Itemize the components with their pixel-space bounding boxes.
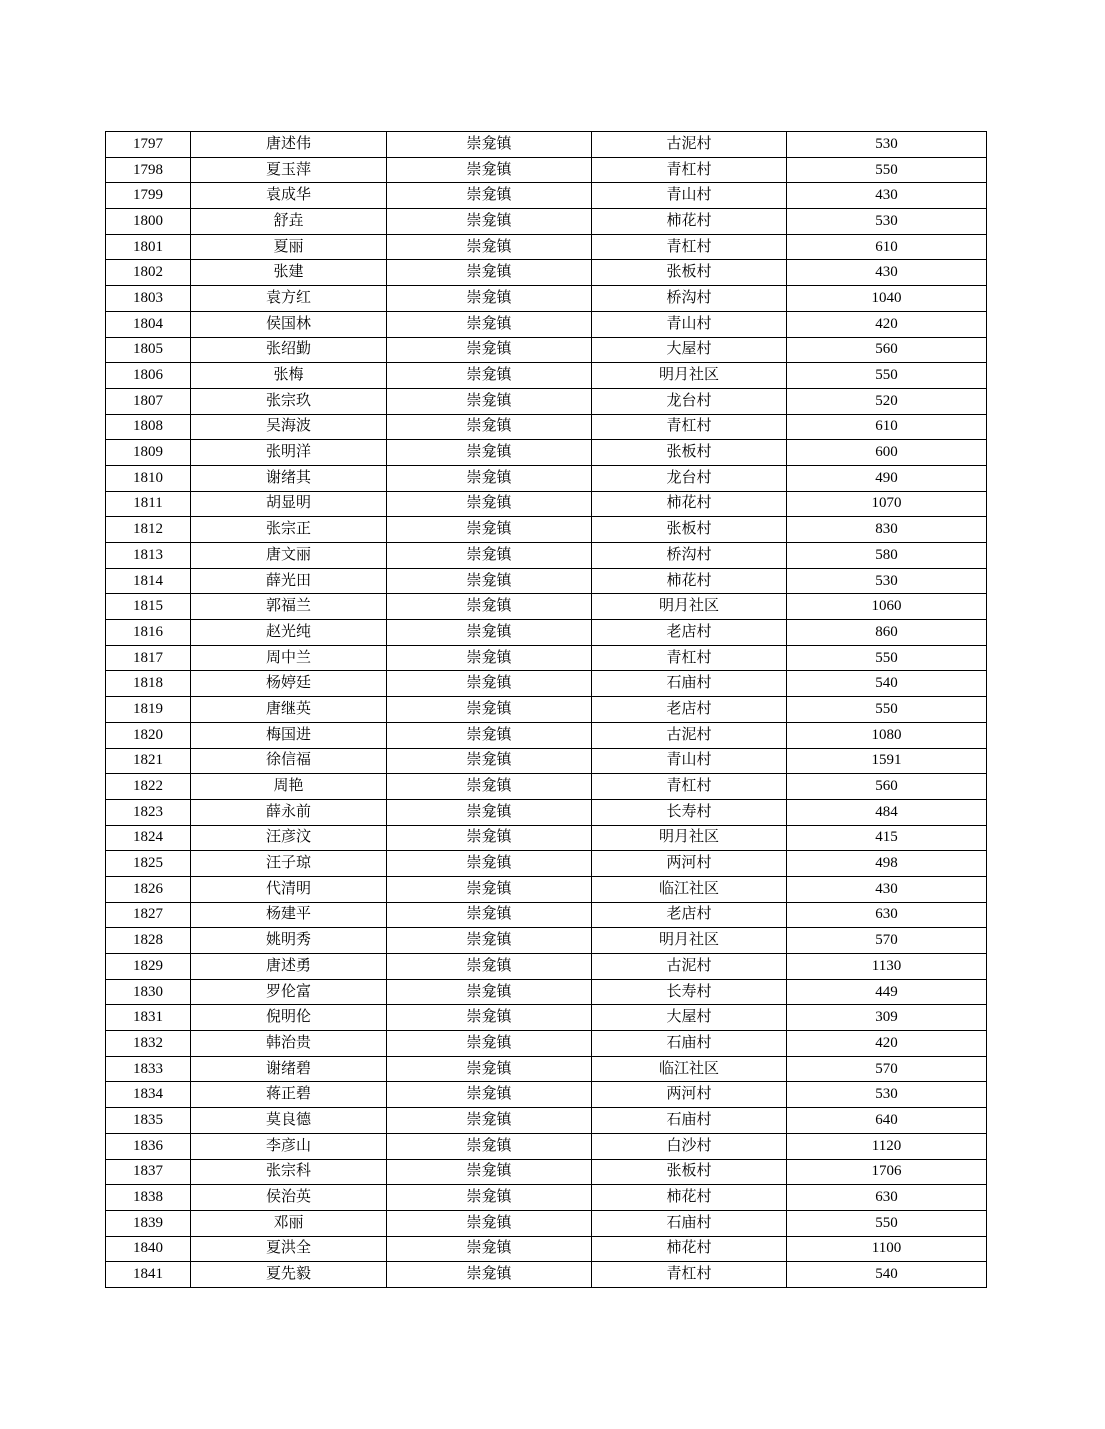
name-cell: 罗伦富 bbox=[191, 979, 387, 1005]
village-cell: 青山村 bbox=[592, 183, 787, 209]
town-cell: 崇龛镇 bbox=[387, 568, 592, 594]
town-cell: 崇龛镇 bbox=[387, 183, 592, 209]
amount-cell: 484 bbox=[787, 799, 987, 825]
village-cell: 白沙村 bbox=[592, 1133, 787, 1159]
town-cell: 崇龛镇 bbox=[387, 1159, 592, 1185]
id-cell: 1801 bbox=[106, 234, 191, 260]
id-cell: 1835 bbox=[106, 1108, 191, 1134]
town-cell: 崇龛镇 bbox=[387, 465, 592, 491]
amount-cell: 498 bbox=[787, 851, 987, 877]
recipient-table-body bbox=[106, 132, 987, 1288]
table-row bbox=[106, 363, 987, 389]
town-cell: 崇龛镇 bbox=[387, 491, 592, 517]
id-cell: 1836 bbox=[106, 1133, 191, 1159]
id-cell: 1813 bbox=[106, 543, 191, 569]
id-cell: 1807 bbox=[106, 388, 191, 414]
village-cell: 老店村 bbox=[592, 620, 787, 646]
village-cell: 龙台村 bbox=[592, 388, 787, 414]
id-cell: 1798 bbox=[106, 157, 191, 183]
table-row bbox=[106, 594, 987, 620]
amount-cell: 630 bbox=[787, 902, 987, 928]
village-cell: 古泥村 bbox=[592, 132, 787, 158]
village-cell: 大屋村 bbox=[592, 1005, 787, 1031]
town-cell: 崇龛镇 bbox=[387, 1262, 592, 1288]
name-cell: 唐继英 bbox=[191, 697, 387, 723]
village-cell: 两河村 bbox=[592, 851, 787, 877]
town-cell: 崇龛镇 bbox=[387, 260, 592, 286]
table-row bbox=[106, 748, 987, 774]
village-cell: 古泥村 bbox=[592, 722, 787, 748]
town-cell: 崇龛镇 bbox=[387, 388, 592, 414]
amount-cell: 1100 bbox=[787, 1236, 987, 1262]
amount-cell: 520 bbox=[787, 388, 987, 414]
table-row bbox=[106, 388, 987, 414]
village-cell: 张板村 bbox=[592, 260, 787, 286]
village-cell: 张板村 bbox=[592, 517, 787, 543]
village-cell: 龙台村 bbox=[592, 465, 787, 491]
name-cell: 蒋正碧 bbox=[191, 1082, 387, 1108]
town-cell: 崇龛镇 bbox=[387, 234, 592, 260]
id-cell: 1828 bbox=[106, 928, 191, 954]
name-cell: 赵光纯 bbox=[191, 620, 387, 646]
name-cell: 唐述勇 bbox=[191, 954, 387, 980]
town-cell: 崇龛镇 bbox=[387, 594, 592, 620]
town-cell: 崇龛镇 bbox=[387, 1082, 592, 1108]
name-cell: 唐述伟 bbox=[191, 132, 387, 158]
town-cell: 崇龛镇 bbox=[387, 414, 592, 440]
town-cell: 崇龛镇 bbox=[387, 157, 592, 183]
id-cell: 1838 bbox=[106, 1185, 191, 1211]
village-cell: 青山村 bbox=[592, 311, 787, 337]
table-row bbox=[106, 722, 987, 748]
amount-cell: 1040 bbox=[787, 286, 987, 312]
table-row bbox=[106, 543, 987, 569]
town-cell: 崇龛镇 bbox=[387, 337, 592, 363]
id-cell: 1832 bbox=[106, 1031, 191, 1057]
amount-cell: 530 bbox=[787, 209, 987, 235]
village-cell: 柿花村 bbox=[592, 1185, 787, 1211]
village-cell: 张板村 bbox=[592, 1159, 787, 1185]
town-cell: 崇龛镇 bbox=[387, 697, 592, 723]
name-cell: 杨婷廷 bbox=[191, 671, 387, 697]
name-cell: 梅国进 bbox=[191, 722, 387, 748]
id-cell: 1817 bbox=[106, 645, 191, 671]
id-cell: 1811 bbox=[106, 491, 191, 517]
name-cell: 代清明 bbox=[191, 876, 387, 902]
name-cell: 韩治贵 bbox=[191, 1031, 387, 1057]
village-cell: 青杠村 bbox=[592, 1262, 787, 1288]
town-cell: 崇龛镇 bbox=[387, 1005, 592, 1031]
id-cell: 1831 bbox=[106, 1005, 191, 1031]
town-cell: 崇龛镇 bbox=[387, 825, 592, 851]
village-cell: 桥沟村 bbox=[592, 543, 787, 569]
table-row bbox=[106, 825, 987, 851]
town-cell: 崇龛镇 bbox=[387, 1056, 592, 1082]
table-row bbox=[106, 697, 987, 723]
table-row bbox=[106, 568, 987, 594]
amount-cell: 540 bbox=[787, 1262, 987, 1288]
id-cell: 1830 bbox=[106, 979, 191, 1005]
town-cell: 崇龛镇 bbox=[387, 440, 592, 466]
village-cell: 青杠村 bbox=[592, 157, 787, 183]
amount-cell: 309 bbox=[787, 1005, 987, 1031]
name-cell: 张宗玖 bbox=[191, 388, 387, 414]
id-cell: 1837 bbox=[106, 1159, 191, 1185]
amount-cell: 640 bbox=[787, 1108, 987, 1134]
name-cell: 舒垚 bbox=[191, 209, 387, 235]
id-cell: 1821 bbox=[106, 748, 191, 774]
table-row bbox=[106, 620, 987, 646]
id-cell: 1810 bbox=[106, 465, 191, 491]
name-cell: 谢绪其 bbox=[191, 465, 387, 491]
table-row bbox=[106, 671, 987, 697]
village-cell: 临江社区 bbox=[592, 1056, 787, 1082]
village-cell: 张板村 bbox=[592, 440, 787, 466]
amount-cell: 1706 bbox=[787, 1159, 987, 1185]
amount-cell: 1120 bbox=[787, 1133, 987, 1159]
name-cell: 袁成华 bbox=[191, 183, 387, 209]
town-cell: 崇龛镇 bbox=[387, 774, 592, 800]
amount-cell: 600 bbox=[787, 440, 987, 466]
table-row bbox=[106, 1133, 987, 1159]
town-cell: 崇龛镇 bbox=[387, 954, 592, 980]
amount-cell: 430 bbox=[787, 183, 987, 209]
name-cell: 谢绪碧 bbox=[191, 1056, 387, 1082]
id-cell: 1834 bbox=[106, 1082, 191, 1108]
amount-cell: 430 bbox=[787, 260, 987, 286]
table-row bbox=[106, 799, 987, 825]
amount-cell: 860 bbox=[787, 620, 987, 646]
id-cell: 1814 bbox=[106, 568, 191, 594]
name-cell: 张宗正 bbox=[191, 517, 387, 543]
name-cell: 胡显明 bbox=[191, 491, 387, 517]
name-cell: 侯治英 bbox=[191, 1185, 387, 1211]
table-row bbox=[106, 902, 987, 928]
amount-cell: 530 bbox=[787, 568, 987, 594]
id-cell: 1839 bbox=[106, 1210, 191, 1236]
village-cell: 柿花村 bbox=[592, 1236, 787, 1262]
town-cell: 崇龛镇 bbox=[387, 1210, 592, 1236]
name-cell: 夏玉萍 bbox=[191, 157, 387, 183]
amount-cell: 1130 bbox=[787, 954, 987, 980]
town-cell: 崇龛镇 bbox=[387, 799, 592, 825]
town-cell: 崇龛镇 bbox=[387, 1031, 592, 1057]
village-cell: 青杠村 bbox=[592, 645, 787, 671]
table-row bbox=[106, 1185, 987, 1211]
id-cell: 1825 bbox=[106, 851, 191, 877]
amount-cell: 550 bbox=[787, 697, 987, 723]
amount-cell: 560 bbox=[787, 774, 987, 800]
village-cell: 明月社区 bbox=[592, 825, 787, 851]
recipient-table bbox=[105, 131, 987, 1288]
amount-cell: 1080 bbox=[787, 722, 987, 748]
amount-cell: 550 bbox=[787, 1210, 987, 1236]
name-cell: 李彦山 bbox=[191, 1133, 387, 1159]
village-cell: 石庙村 bbox=[592, 1210, 787, 1236]
id-cell: 1823 bbox=[106, 799, 191, 825]
village-cell: 青杠村 bbox=[592, 414, 787, 440]
id-cell: 1829 bbox=[106, 954, 191, 980]
village-cell: 柿花村 bbox=[592, 568, 787, 594]
amount-cell: 1060 bbox=[787, 594, 987, 620]
table-row bbox=[106, 517, 987, 543]
village-cell: 青杠村 bbox=[592, 774, 787, 800]
name-cell: 张建 bbox=[191, 260, 387, 286]
table-row bbox=[106, 1056, 987, 1082]
table-row bbox=[106, 337, 987, 363]
table-row bbox=[106, 1082, 987, 1108]
village-cell: 柿花村 bbox=[592, 209, 787, 235]
id-cell: 1812 bbox=[106, 517, 191, 543]
id-cell: 1820 bbox=[106, 722, 191, 748]
name-cell: 薛永前 bbox=[191, 799, 387, 825]
town-cell: 崇龛镇 bbox=[387, 286, 592, 312]
id-cell: 1818 bbox=[106, 671, 191, 697]
amount-cell: 449 bbox=[787, 979, 987, 1005]
id-cell: 1804 bbox=[106, 311, 191, 337]
town-cell: 崇龛镇 bbox=[387, 928, 592, 954]
village-cell: 石庙村 bbox=[592, 1108, 787, 1134]
id-cell: 1822 bbox=[106, 774, 191, 800]
name-cell: 徐信福 bbox=[191, 748, 387, 774]
amount-cell: 550 bbox=[787, 363, 987, 389]
name-cell: 姚明秀 bbox=[191, 928, 387, 954]
table-row bbox=[106, 209, 987, 235]
amount-cell: 610 bbox=[787, 234, 987, 260]
name-cell: 杨建平 bbox=[191, 902, 387, 928]
name-cell: 汪彦汶 bbox=[191, 825, 387, 851]
village-cell: 明月社区 bbox=[592, 594, 787, 620]
id-cell: 1815 bbox=[106, 594, 191, 620]
id-cell: 1809 bbox=[106, 440, 191, 466]
name-cell: 周中兰 bbox=[191, 645, 387, 671]
town-cell: 崇龛镇 bbox=[387, 209, 592, 235]
amount-cell: 415 bbox=[787, 825, 987, 851]
table-row bbox=[106, 1108, 987, 1134]
id-cell: 1800 bbox=[106, 209, 191, 235]
table-row bbox=[106, 414, 987, 440]
table-row bbox=[106, 132, 987, 158]
name-cell: 张明洋 bbox=[191, 440, 387, 466]
town-cell: 崇龛镇 bbox=[387, 620, 592, 646]
village-cell: 临江社区 bbox=[592, 876, 787, 902]
table-row bbox=[106, 774, 987, 800]
name-cell: 夏先毅 bbox=[191, 1262, 387, 1288]
table-row bbox=[106, 928, 987, 954]
town-cell: 崇龛镇 bbox=[387, 517, 592, 543]
table-row bbox=[106, 1236, 987, 1262]
name-cell: 周艳 bbox=[191, 774, 387, 800]
town-cell: 崇龛镇 bbox=[387, 1108, 592, 1134]
town-cell: 崇龛镇 bbox=[387, 851, 592, 877]
table-row bbox=[106, 286, 987, 312]
id-cell: 1840 bbox=[106, 1236, 191, 1262]
amount-cell: 530 bbox=[787, 132, 987, 158]
name-cell: 袁方红 bbox=[191, 286, 387, 312]
town-cell: 崇龛镇 bbox=[387, 748, 592, 774]
id-cell: 1808 bbox=[106, 414, 191, 440]
id-cell: 1803 bbox=[106, 286, 191, 312]
village-cell: 明月社区 bbox=[592, 928, 787, 954]
table-row bbox=[106, 1031, 987, 1057]
village-cell: 青杠村 bbox=[592, 234, 787, 260]
id-cell: 1805 bbox=[106, 337, 191, 363]
village-cell: 桥沟村 bbox=[592, 286, 787, 312]
village-cell: 柿花村 bbox=[592, 491, 787, 517]
name-cell: 汪子琼 bbox=[191, 851, 387, 877]
village-cell: 老店村 bbox=[592, 902, 787, 928]
amount-cell: 430 bbox=[787, 876, 987, 902]
village-cell: 老店村 bbox=[592, 697, 787, 723]
table-row bbox=[106, 979, 987, 1005]
id-cell: 1841 bbox=[106, 1262, 191, 1288]
village-cell: 长寿村 bbox=[592, 979, 787, 1005]
name-cell: 倪明伦 bbox=[191, 1005, 387, 1031]
town-cell: 崇龛镇 bbox=[387, 671, 592, 697]
name-cell: 张梅 bbox=[191, 363, 387, 389]
town-cell: 崇龛镇 bbox=[387, 1133, 592, 1159]
amount-cell: 550 bbox=[787, 645, 987, 671]
town-cell: 崇龛镇 bbox=[387, 132, 592, 158]
name-cell: 夏洪全 bbox=[191, 1236, 387, 1262]
name-cell: 张绍勤 bbox=[191, 337, 387, 363]
name-cell: 邓丽 bbox=[191, 1210, 387, 1236]
table-row bbox=[106, 954, 987, 980]
village-cell: 长寿村 bbox=[592, 799, 787, 825]
table-row bbox=[106, 1262, 987, 1288]
name-cell: 张宗科 bbox=[191, 1159, 387, 1185]
table-row bbox=[106, 1210, 987, 1236]
table-row bbox=[106, 876, 987, 902]
town-cell: 崇龛镇 bbox=[387, 876, 592, 902]
table-row bbox=[106, 311, 987, 337]
id-cell: 1802 bbox=[106, 260, 191, 286]
name-cell: 夏丽 bbox=[191, 234, 387, 260]
id-cell: 1819 bbox=[106, 697, 191, 723]
town-cell: 崇龛镇 bbox=[387, 363, 592, 389]
table-row bbox=[106, 1159, 987, 1185]
town-cell: 崇龛镇 bbox=[387, 543, 592, 569]
name-cell: 侯国林 bbox=[191, 311, 387, 337]
amount-cell: 550 bbox=[787, 157, 987, 183]
table-row bbox=[106, 234, 987, 260]
town-cell: 崇龛镇 bbox=[387, 722, 592, 748]
town-cell: 崇龛镇 bbox=[387, 979, 592, 1005]
village-cell: 明月社区 bbox=[592, 363, 787, 389]
name-cell: 莫良德 bbox=[191, 1108, 387, 1134]
town-cell: 崇龛镇 bbox=[387, 311, 592, 337]
amount-cell: 610 bbox=[787, 414, 987, 440]
name-cell: 唐文丽 bbox=[191, 543, 387, 569]
amount-cell: 420 bbox=[787, 1031, 987, 1057]
name-cell: 郭福兰 bbox=[191, 594, 387, 620]
id-cell: 1827 bbox=[106, 902, 191, 928]
name-cell: 吴海波 bbox=[191, 414, 387, 440]
amount-cell: 1591 bbox=[787, 748, 987, 774]
id-cell: 1797 bbox=[106, 132, 191, 158]
table-row bbox=[106, 491, 987, 517]
table-row bbox=[106, 440, 987, 466]
town-cell: 崇龛镇 bbox=[387, 1185, 592, 1211]
table-row bbox=[106, 465, 987, 491]
table-row bbox=[106, 1005, 987, 1031]
table-row bbox=[106, 851, 987, 877]
village-cell: 石庙村 bbox=[592, 1031, 787, 1057]
village-cell: 古泥村 bbox=[592, 954, 787, 980]
table-row bbox=[106, 645, 987, 671]
amount-cell: 1070 bbox=[787, 491, 987, 517]
id-cell: 1833 bbox=[106, 1056, 191, 1082]
amount-cell: 560 bbox=[787, 337, 987, 363]
amount-cell: 570 bbox=[787, 1056, 987, 1082]
amount-cell: 540 bbox=[787, 671, 987, 697]
id-cell: 1799 bbox=[106, 183, 191, 209]
village-cell: 大屋村 bbox=[592, 337, 787, 363]
amount-cell: 580 bbox=[787, 543, 987, 569]
town-cell: 崇龛镇 bbox=[387, 645, 592, 671]
amount-cell: 490 bbox=[787, 465, 987, 491]
village-cell: 石庙村 bbox=[592, 671, 787, 697]
amount-cell: 830 bbox=[787, 517, 987, 543]
amount-cell: 630 bbox=[787, 1185, 987, 1211]
amount-cell: 420 bbox=[787, 311, 987, 337]
village-cell: 两河村 bbox=[592, 1082, 787, 1108]
id-cell: 1816 bbox=[106, 620, 191, 646]
table-row bbox=[106, 183, 987, 209]
table-row bbox=[106, 157, 987, 183]
village-cell: 青山村 bbox=[592, 748, 787, 774]
amount-cell: 530 bbox=[787, 1082, 987, 1108]
town-cell: 崇龛镇 bbox=[387, 902, 592, 928]
name-cell: 薛光田 bbox=[191, 568, 387, 594]
id-cell: 1826 bbox=[106, 876, 191, 902]
id-cell: 1824 bbox=[106, 825, 191, 851]
amount-cell: 570 bbox=[787, 928, 987, 954]
town-cell: 崇龛镇 bbox=[387, 1236, 592, 1262]
table-row bbox=[106, 260, 987, 286]
id-cell: 1806 bbox=[106, 363, 191, 389]
